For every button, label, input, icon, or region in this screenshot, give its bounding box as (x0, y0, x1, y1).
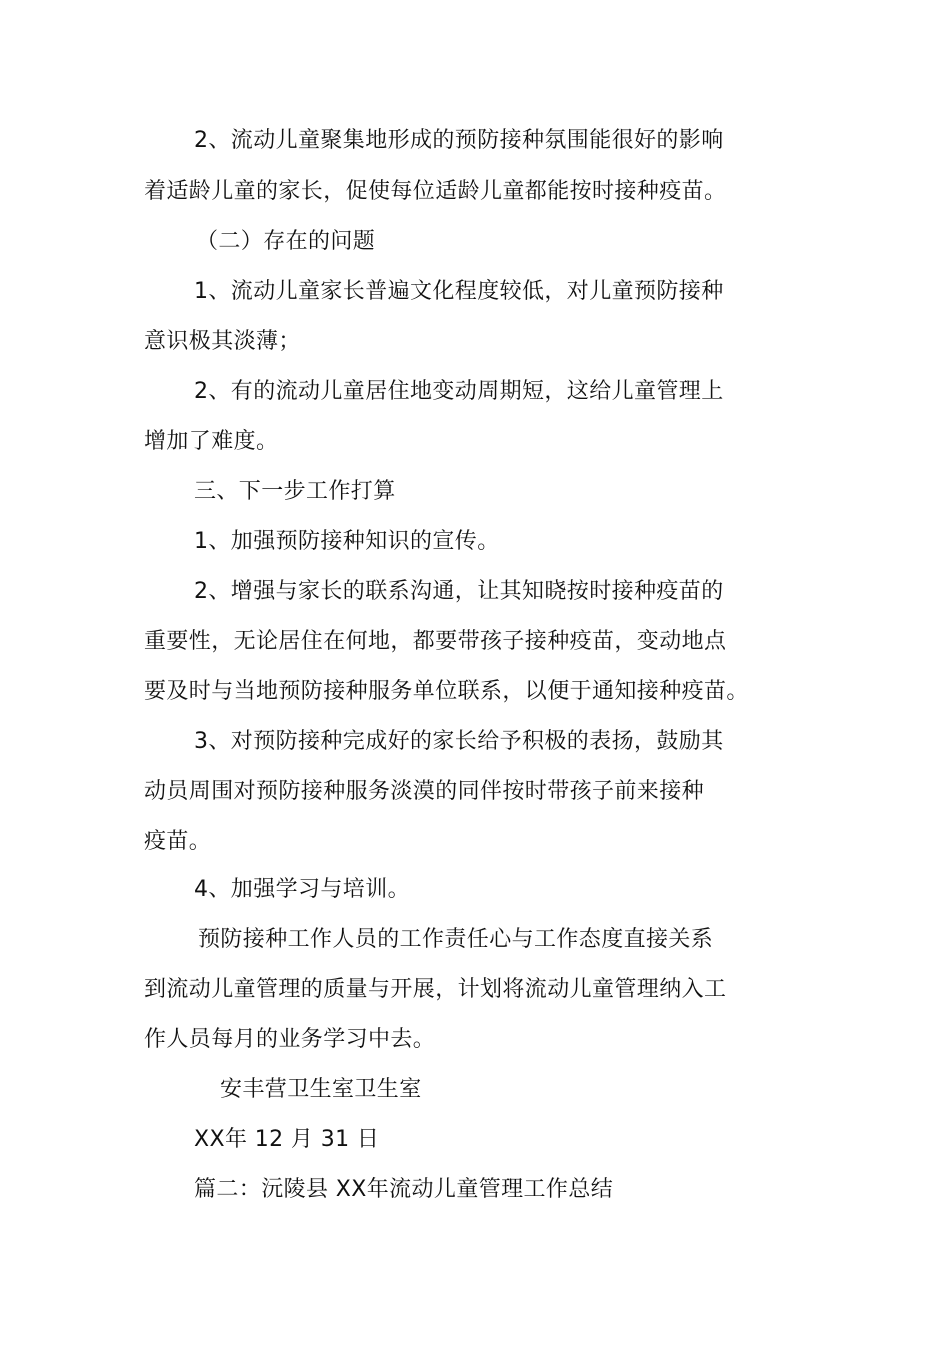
training-paragraph-line-3: 作人员每月的业务学习中去。 (144, 1027, 436, 1052)
problem-item-1-line: 意识极其淡薄； (144, 329, 301, 354)
plan-item-2: 2、增强与家长的联系沟通，让其知晓按时接种疫苗的 (194, 579, 724, 604)
paragraph-item-2-continued-line: 着适龄儿童的家长，促使每位适龄儿童都能按时接种疫苗。 (144, 179, 727, 204)
plan-item-1: 1、加强预防接种知识的宣传。 (194, 529, 500, 554)
plan-item-2-line-2: 重要性，无论居住在何地，都要带孩子接种疫苗，变动地点 (144, 629, 727, 654)
training-paragraph-line-2: 到流动儿童管理的质量与开展，计划将流动儿童管理纳入工 (144, 977, 727, 1002)
plan-item-2-line-3: 要及时与当地预防接种服务单位联系，以便于通知接种疫苗。 (144, 679, 749, 704)
problem-item-2-line: 增加了难度。 (144, 429, 279, 454)
section-heading-next-steps: 三、下一步工作打算 (194, 479, 396, 504)
next-article-title: 篇二：沅陵县 XX年流动儿童管理工作总结 (194, 1177, 614, 1202)
signature-organization: 安丰营卫生室卫生室 (220, 1077, 422, 1102)
training-paragraph: 预防接种工作人员的工作责任心与工作态度直接关系 (198, 927, 714, 952)
problem-item-1: 1、流动儿童家长普遍文化程度较低，对儿童预防接种 (194, 279, 724, 304)
plan-item-3-line-2: 动员周围对预防接种服务淡漠的同伴按时带孩子前来接种 (144, 779, 705, 804)
signature-date: XX年 12 月 31 日 (194, 1127, 380, 1152)
plan-item-3: 3、对预防接种完成好的家长给予积极的表扬，鼓励其 (194, 729, 724, 754)
plan-item-3-line-3: 疫苗。 (144, 829, 212, 854)
plan-item-4: 4、加强学习与培训。 (194, 877, 410, 902)
section-heading-problems: （二）存在的问题 (196, 229, 376, 254)
paragraph-item-2-continued: 2、流动儿童聚集地形成的预防接种氛围能很好的影响 (194, 128, 724, 153)
problem-item-2: 2、有的流动儿童居住地变动周期短，这给儿童管理上 (194, 379, 724, 404)
